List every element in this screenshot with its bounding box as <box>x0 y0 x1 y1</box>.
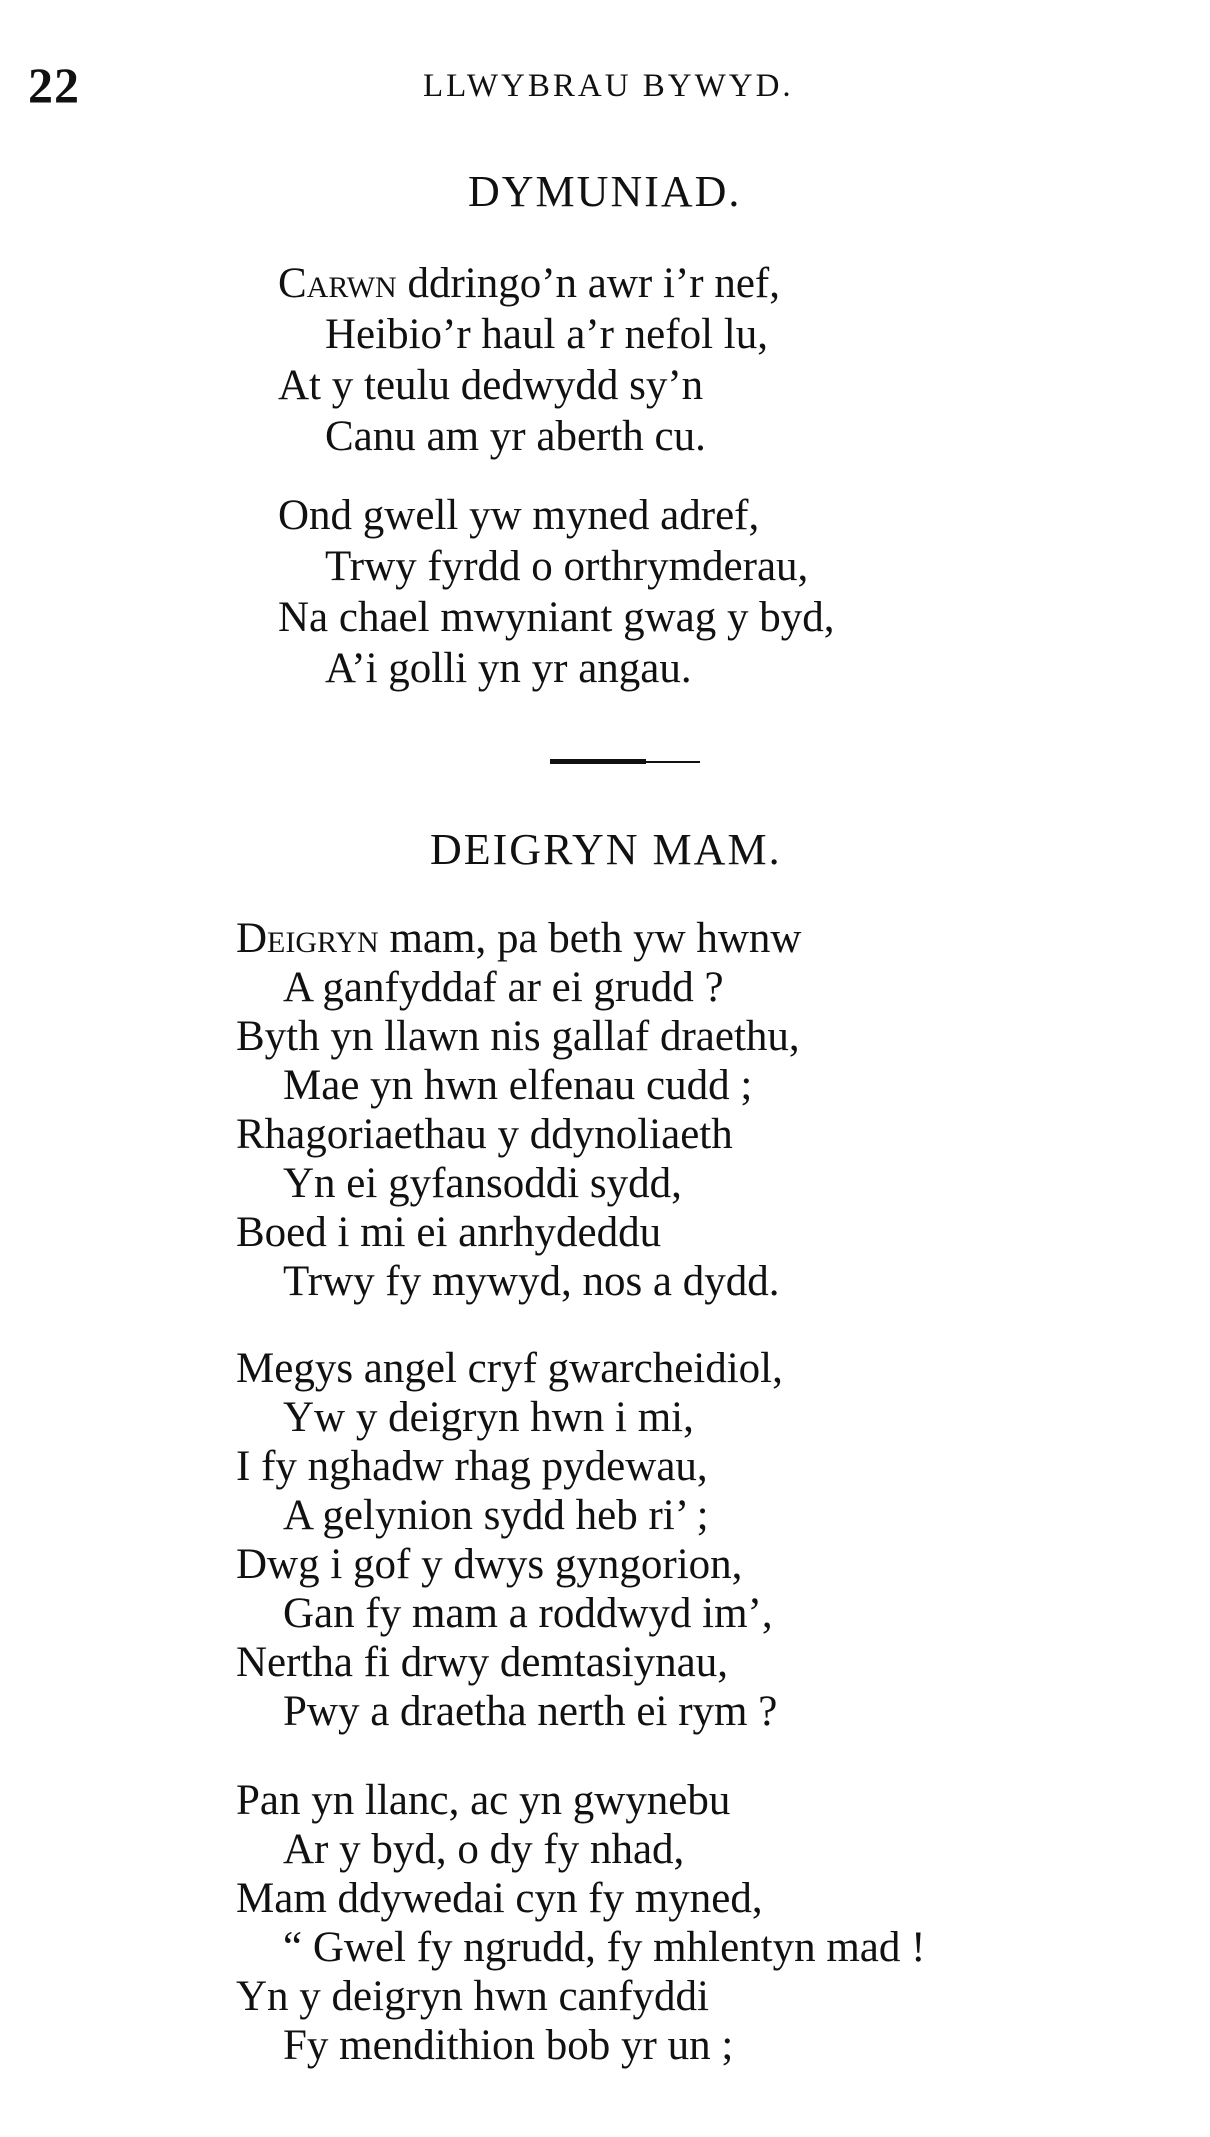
poem-line: Gan fy mam a roddwyd im’, <box>283 1590 773 1637</box>
poem-line: A’i golli yn yr angau. <box>325 645 692 692</box>
section-divider <box>550 759 700 767</box>
poem-line: Trwy fyrdd o orthrymderau, <box>325 543 809 590</box>
poem-line: I fy nghadw rhag pydewau, <box>236 1443 708 1490</box>
poem-line: Yn y deigryn hwn canfyddi <box>236 1973 709 2020</box>
poem2-stanza-1 <box>236 914 801 1306</box>
poem-title-deigryn-mam: DEIGRYN MAM. <box>430 825 782 874</box>
poem-line: “ Gwel fy ngrudd, fy mhlentyn mad ! <box>283 1924 926 1971</box>
line-text: mam, pa beth yw hwnw <box>378 915 802 962</box>
running-header <box>28 56 1150 116</box>
poem-line: Megys angel cryf gwarcheidiol, <box>236 1345 783 1392</box>
poem-line <box>236 914 801 963</box>
line-text: ddringo’n awr i’r nef, <box>396 260 780 307</box>
poem-line: Byth yn llawn nis gallaf draethu, <box>236 1013 800 1060</box>
running-title: LLWYBRAU BYWYD. <box>423 68 794 104</box>
poem-line: Pwy a draetha nerth ei rym ? <box>283 1688 778 1735</box>
poem-line: Yw y deigryn hwn i mi, <box>283 1394 694 1441</box>
poem-line: Fy mendithion bob yr un ; <box>283 2022 734 2069</box>
poem-line: Rhagoriaethau y ddynoliaeth <box>236 1111 733 1158</box>
poem-line: Mam ddywedai cyn fy myned, <box>236 1875 763 1922</box>
poem-line: Pan yn llanc, ac yn gwynebu <box>236 1777 731 1824</box>
poem-line: Ar y byd, o dy fy nhad, <box>283 1826 685 1873</box>
poem-line: Mae yn hwn elfenau cudd ; <box>283 1062 753 1109</box>
poem-line: Na chael mwyniant gwag y byd, <box>278 594 835 641</box>
poem-line: Yn ei gyfansoddi sydd, <box>283 1160 682 1207</box>
poem2-stanza-2 <box>236 1344 783 1736</box>
poem-line: At y teulu dedwydd sy’n <box>278 362 704 409</box>
divider-thick-rule <box>550 759 646 764</box>
poem-line: Dwg i gof y dwys gyngorion, <box>236 1541 743 1588</box>
poem1-stanza-2 <box>278 490 834 694</box>
poem-line: Boed i mi ei anrhydeddu <box>236 1209 662 1256</box>
poem-line: Trwy fy mywyd, nos a dydd. <box>283 1258 780 1305</box>
drop-word: Deigryn <box>236 915 379 962</box>
drop-word: Carwn <box>278 260 397 307</box>
poem-line: Heibio’r haul a’r nefol lu, <box>325 311 768 358</box>
poem-line: Ond gwell yw myned adref, <box>278 492 760 539</box>
poem2-stanza-3 <box>236 1776 925 2070</box>
poem-title-dymuniad: DYMUNIAD. <box>468 167 742 216</box>
poem1-stanza-1 <box>278 258 780 462</box>
poem-line: A gelynion sydd heb ri’ ; <box>283 1492 709 1539</box>
poem-line: Nertha fi drwy demtasiynau, <box>236 1639 728 1686</box>
page-number: 22 <box>28 57 80 113</box>
poem-line: Canu am yr aberth cu. <box>325 413 706 460</box>
poem-line: A ganfyddaf ar ei grudd ? <box>283 964 724 1011</box>
poem-line <box>278 258 780 309</box>
divider-thin-rule <box>646 761 700 763</box>
